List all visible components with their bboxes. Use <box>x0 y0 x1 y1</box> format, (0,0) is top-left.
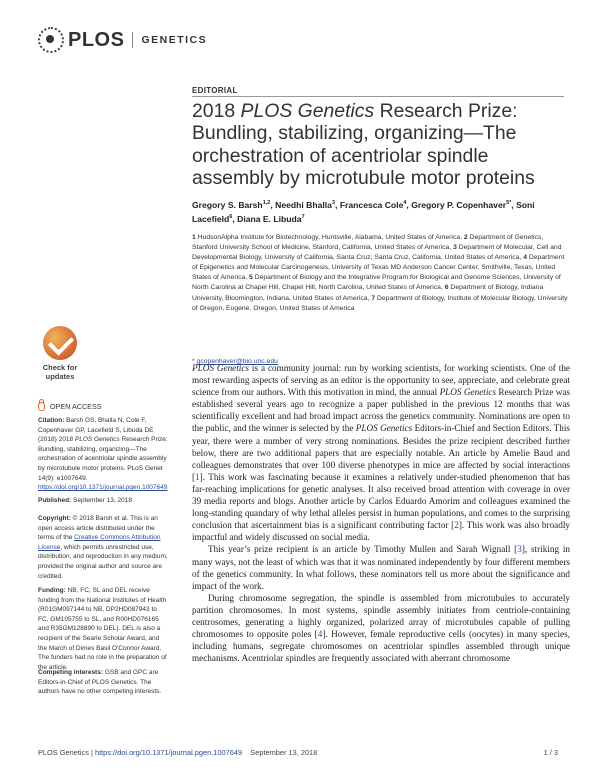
journal-logo <box>38 24 207 56</box>
author-name: Needhi Bhalla$^3$ <box>275 199 336 210</box>
author-name: Gregory P. Copenhaver$^{5*}$ <box>411 199 512 210</box>
corresponding-email: * gcopenhaver@bio.unc.edu <box>192 358 278 365</box>
citation-doi-link[interactable]: https://doi.org/10.1371/journal.pgen.1007649 <box>38 484 168 492</box>
plos-logo-icon <box>38 27 64 53</box>
open-lock-icon <box>38 402 45 411</box>
footer-date: September 13, 2018 <box>250 748 318 757</box>
page-footer: PLOS Genetics | https://doi.org/10.1371/journal.pgen.1007649 September 13, 2018 1 / 3 <box>38 748 558 757</box>
license-link[interactable]: Creative Commons Attribution License <box>38 534 161 551</box>
author-name: Francesca Cole$^4$ <box>339 199 407 210</box>
header-divider <box>192 96 564 97</box>
logo-divider <box>132 32 133 48</box>
published-date: Published: September 13, 2018 <box>38 497 132 504</box>
author-name: Gregory S. Barsh$^{1,2}$ <box>192 199 271 210</box>
affiliations: 1 HudsonAlpha Institute for Biotechnology, Huntsville, Alabama, United States of America, 2 Department of Genetics, Stanford University School of Medicine, Stanford, California, United States of America, 3 Department of Molecular, Cell and Developmental Biology, University of California, Santa Cruz, Santa Cruz, California, United States of America, 4 Department of Epigenetics and Molecular Carcinogenesis, University of Texas MD Anderson Cancer Center, Smithville, Texas, United States of America, 5 Department of Biology and the Integrative Program for Biological and Genome Sciences, University of North Carolina at Chapel Hill, Chapel Hill, North Carolina, United States of America, 6 Department of Biology, Indiana University, Bloomington, Indiana, United States of America, 7 Department of Biology, Institute of Molecular Biology, University of Oregon, Eugene, Oregon, United States of America <box>192 234 568 312</box>
footer-journal: PLOS Genetics <box>38 748 89 757</box>
citation: Citation: Barsh GS, Bhalla N, Cole F, Copenhaver GP, Lacefield S, Libuda DE (2018) 2018 PLOS Genetics Research Prize: Bundling, stabilizing, organizing—The orchestration of acentriolar spindle assembly by microtubule motor proteins. PLoS Genet 14(9): e1007649. https://doi.org/10.1371/journal.pgen.1007649 <box>38 417 168 492</box>
open-access-label: OPEN ACCESS <box>38 402 102 411</box>
reference-link[interactable]: 2 <box>454 520 459 531</box>
author-list: Gregory S. Barsh$^{1,2}$, Needhi Bhalla$^3$, Francesca Cole$^4$, Gregory P. Copenhaver$^{5*}$, Soni Lacefield$^6$, Diana E. Libuda$^7$ <box>192 199 535 225</box>
competing-interests: Competing interests: GSB and GPC are Editors-in-Chief of PLOS Genetics. The authors have no other competing interests. <box>38 669 162 696</box>
paragraph: This year’s prize recipient is an article by Timothy Mullen and Sarah Wignall [3], striking in many ways, not the least of which was that it was nominated independently by four different members of the genetics community. In what follows, these nominators tell us more about the significance and impact of the work. <box>192 544 570 591</box>
reference-link[interactable]: 3 <box>517 544 522 555</box>
page-number: 1 / 3 <box>543 748 558 757</box>
email-link[interactable]: gcopenhaver@bio.unc.edu <box>196 358 278 365</box>
checkmark-icon <box>43 326 77 360</box>
logo-brand: PLOS <box>68 28 125 51</box>
author-name: Diana E. Libuda$^7$ <box>237 214 305 225</box>
check-for-updates-badge[interactable]: Check for updates <box>38 326 82 392</box>
funding: Funding: NB, FC, SL and DEL receive funding from the National Institutes of Health (R01GM097144 to NB, DP2HD087943 to FC, GM105755 to SL, and R00HD076165 and R35GM128890 to DEL). DEL is also a recipient of the Searle Scholar Award, and the March of Dimes Basil O'Connor Award. The funders had no role in the preparation of the article. <box>38 587 167 671</box>
reference-link[interactable]: 1 <box>195 471 200 482</box>
author-name: Soni Lacefield$^6$ <box>192 199 535 225</box>
article-type: EDITORIAL <box>192 86 238 95</box>
article-title: 2018 PLOS Genetics Research Prize: Bundling, stabilizing, organizing—The orchestration of acentriolar spindle assembly by microtubule motor proteins <box>192 100 535 190</box>
logo-journal: GENETICS <box>141 34 208 46</box>
reference-link[interactable]: 4 <box>317 629 323 640</box>
paragraph: PLOS Genetics is a community journal: run by working scientists, for working scientists. One of the most rewarding aspects of serving as an editor is the opportunity to see, appreciate, and celebrate great science from our authors. With this motivation in mind, the annual PLOS Genetics Research Prize was established several years ago to recognize a paper published in the previous 12 months that was scientifically excellent and had broad impact across the genetics community. Nominations are open to the public, and the winner is selected by the PLOS Genetics Editors-in-Chief and Section Editors. This year, there were a number of very strong nominations. Besides the prize recipient described further below, there are two additional papers that are especially notable. An article by Amelie Baud and colleagues demonstrates that over 100 diverse phenotypes in mice are affected by social interactions [1]. This work was fascinating because it examines a relatively under-studied phenomenon that has far-reaching implications for genetic analyses. It also received broad attention with coverage in over 39 media reports and blogs. Another article by Carlos Eduardo Amorim and colleagues examined the long-standing quandary of why lethal alleles persist in human populations, and comes to the surprising conclusion that ascertainment bias is a significant contributing factor [2]. This work was also broadly impactful and widely discussed on social media. <box>192 363 571 543</box>
paragraph: During chromosome segregation, the spindle is assembled from microtubules to accurately partition chromosomes. In most systems, spindle assembly initiates from centriole-containing centrosomes, generating a highly organized, polarized array of microtubules capable of pulling chromosomes to opposite poles [4]. However, female reproductive cells (oocytes) in many species, including humans, segregate chromosomes on acentriolar spindles assembled through unique mechanisms. Acentriolar spindles are frequently associated with aberrant chromosome <box>192 592 570 664</box>
footer-doi-link[interactable]: https://doi.org/10.1371/journal.pgen.1007649 <box>94 748 243 757</box>
copyright: Copyright: © 2018 Barsh et al. This is an open access article distributed under the terms of the Creative Commons Attribution License, which permits unrestricted use, distribution, and reproduction in any medium, provided the original author and source are credited. <box>38 515 168 580</box>
body-text <box>192 362 570 664</box>
